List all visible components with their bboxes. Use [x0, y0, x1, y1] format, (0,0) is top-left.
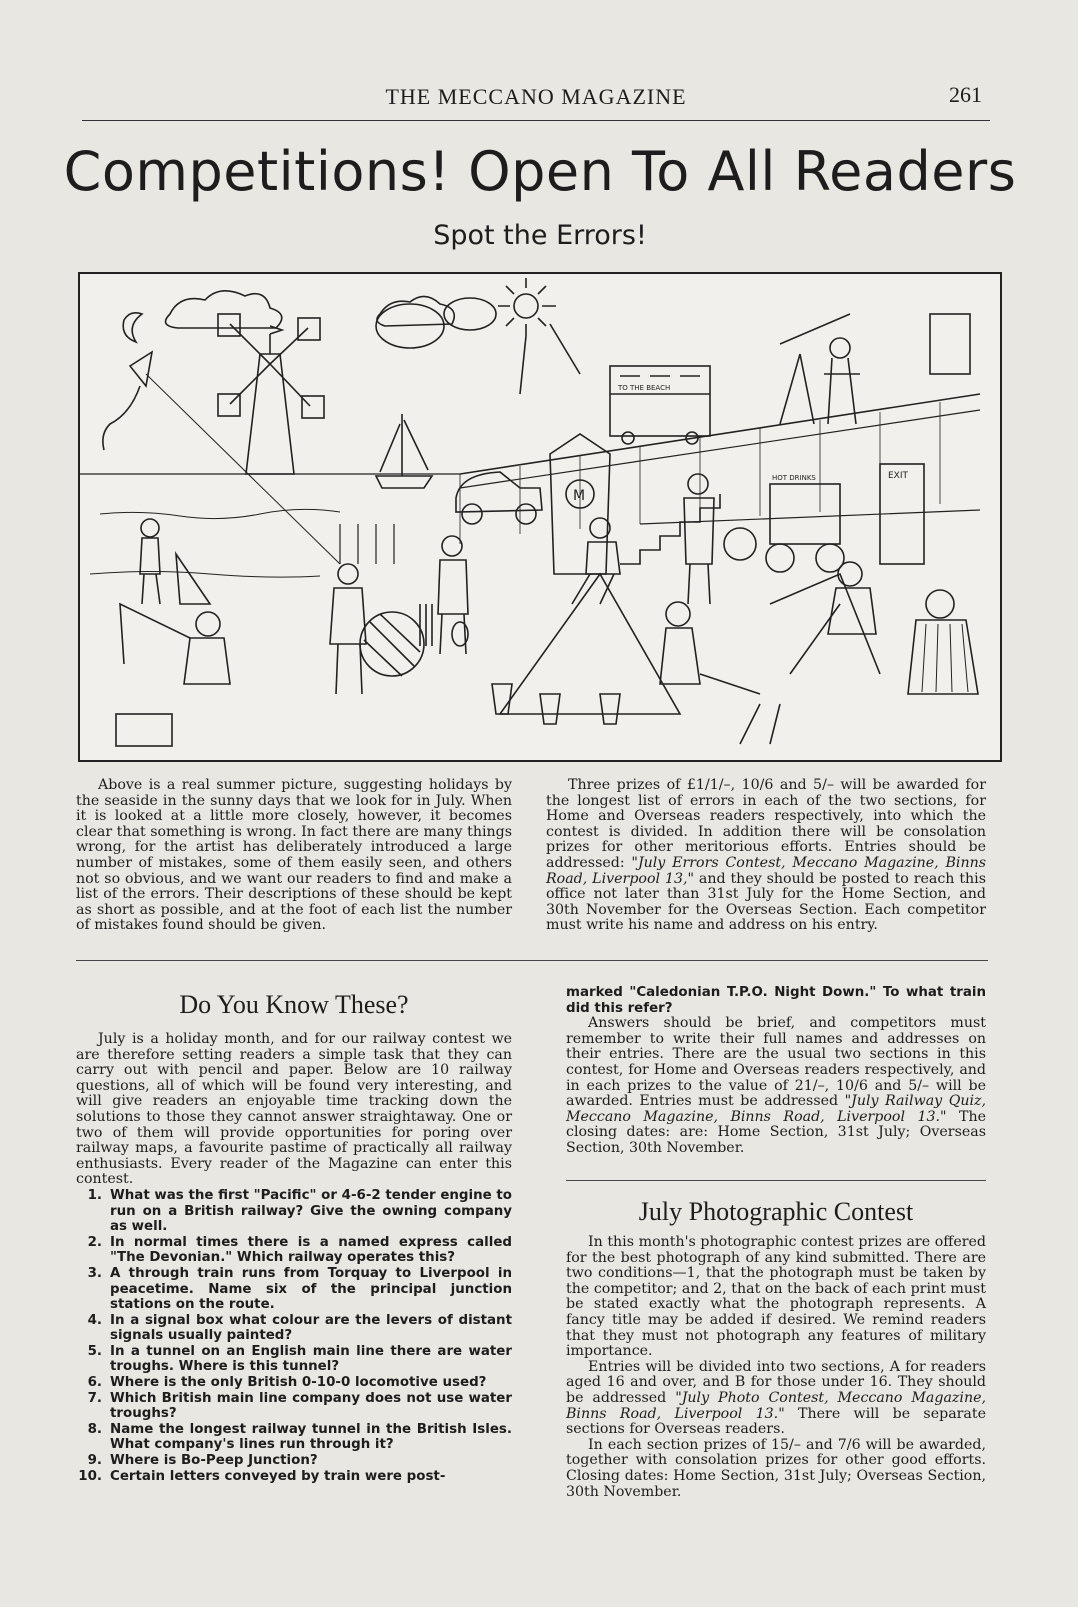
sandcastle-icon	[492, 574, 680, 724]
page-subtitle: Spot the Errors!	[433, 220, 647, 251]
beach-ball-icon	[360, 612, 424, 676]
photo-contest-column	[566, 1235, 986, 1500]
photo-contest-p2-end: There will be separate sections for Overseas readers.	[566, 1405, 986, 1438]
quiz-question: 8. Name the longest railway tunnel in the British Isles. What company's lines run through it?	[87, 1421, 512, 1453]
quiz-question: 10. Certain letters conveyed by train were post-	[78, 1468, 446, 1484]
kite-icon	[103, 352, 340, 564]
page-number: 261	[949, 82, 982, 107]
quiz-question-continuation: marked "Caledonian T.P.O. Night Down." To what train did this refer?	[566, 985, 986, 1016]
quiz-question: 1. What was the first "Pacific" or 4-6-2 tender engine to run on a British railway? Give the owning company as well.	[87, 1187, 512, 1235]
section-divider	[566, 1180, 986, 1181]
wader-icon	[140, 519, 210, 604]
tower-icon	[930, 314, 970, 374]
photo-contest-p2-text: Entries will be divided into two sections, A for readers aged 16 and over, and B for those under 16. They should be addressed	[566, 1358, 986, 1406]
photo-contest-p2	[566, 1360, 986, 1438]
quiz-question: 3. A through train runs from Torquay to Liverpool in peacetime. Name six of the principal junction stations on the route.	[87, 1265, 512, 1313]
running-title: THE MECCANO MAGAZINE	[385, 84, 687, 109]
photo-contest-title: July Photographic Contest	[638, 1197, 914, 1226]
spot-errors-right-column	[546, 778, 986, 934]
seaside-drawing	[80, 274, 1000, 760]
sailboat-icon	[376, 414, 432, 488]
quiz-closing: The closing dates: are: Home Section, 31st July; Overseas Section, 30th November.	[566, 1108, 986, 1156]
quiz-address: "July Railway Quiz, Meccano Magazine, Binns Road, Liverpool 13."	[566, 1093, 987, 1125]
exit-sign-text: EXIT	[888, 471, 909, 481]
quiz-question-list	[76, 1188, 512, 1484]
spot-errors-left-column	[76, 778, 512, 934]
fisherman-icon	[120, 604, 230, 684]
quiz-continuation-column	[566, 985, 986, 1157]
quiz-answers	[566, 1016, 986, 1156]
cloud-icon	[166, 291, 282, 328]
photo-contest-address: "July Photo Contest, Meccano Magazine, Binns Road, Liverpool 13."	[566, 1389, 986, 1422]
quiz-question: 6. Where is the only British 0-10-0 locomotive used?	[87, 1375, 487, 1391]
quiz-question: 2. In normal times there is a named express called "The Devonian." Which railway operates this?	[87, 1234, 512, 1266]
quiz-question: 5. In a tunnel on an English main line there are water troughs. Where is this tunnel?	[87, 1343, 512, 1375]
spot-errors-intro: Above is a real summer picture, suggesting holidays by the seaside in the sunny days that we look for in July. When it is looked at a little more closely, however, it becomes clear that something is wrong. In fact there are many things wrong, for the artist has deliberately introduced a large number of mistakes, some of them easily seen, and others not so obvious, and we want our readers to find and make a list of the errors. Their descriptions of these should be kept as short as possible, and at the foot of each list the number of mistakes found should be given.	[76, 777, 512, 934]
car-icon	[456, 472, 542, 524]
section-divider	[76, 960, 988, 961]
errors-contest-address: "July Errors Contest, Meccano Magazine, Binns Road, Liverpool 13,"	[546, 854, 986, 887]
running-header	[82, 80, 990, 121]
quiz-question: 4. In a signal box what colour are the levers of distant signals usually painted?	[87, 1312, 512, 1344]
quiz-column	[76, 1032, 512, 1484]
beach-sign-text: TO THE BEACH	[618, 384, 671, 392]
quiz-intro: July is a holiday month, and for our railway contest we are therefore setting readers a simple task that they can carry out with pencil and paper. Below are 10 railway questions, all of which will be found very interesting, and will give readers an enjoyable time tracking down the solutions to those they cannot answer straightaway. One or two of them will provide opportunities for poring over railway maps, a favourite pastime of practically all railway enthusiasts. Every reader of the Magazine can enter this contest.	[76, 1031, 512, 1188]
spade-icon	[740, 704, 780, 744]
radio-case-icon	[116, 714, 172, 746]
guard-figure-icon	[684, 474, 714, 604]
windmill-icon	[218, 314, 324, 474]
hot-drinks-cart-icon	[724, 484, 844, 572]
prizes-text-end: and they should be posted to reach this office not later than 31st July for the Home Section, and 30th November for the Overseas Section. Each competitor must write his name and address on his entry.	[546, 870, 986, 934]
quiz-question: 7. Which British main line company does not use water troughs?	[87, 1390, 512, 1422]
boy-with-kite-icon	[330, 564, 366, 694]
spot-errors-prizes	[546, 778, 986, 934]
quiz-title: Do You Know These?	[179, 990, 409, 1019]
prizes-text: Three prizes of £1/1/–, 10/6 and 5/– will be awarded for the longest list of errors in each of the two sections, for Home and Overseas readers respectively, into which the contest is divided. In addition there will be consolation prizes for other meritorious efforts. Entries should be addressed:	[546, 777, 986, 871]
quiz-question: 9. Where is Bo-Peep Junction?	[87, 1453, 318, 1469]
photo-contest-p3: In each section prizes of 15/– and 7/6 will be awarded, together with consolation prizes for other good efforts. Closing dates: Home Section, 31st July; Overseas Section, 30th November.	[566, 1436, 986, 1500]
deckchair-reader-icon	[770, 562, 880, 674]
tennis-player-icon	[438, 536, 468, 654]
page-title: Competitions! Open To All Readers	[63, 140, 1017, 203]
seaside-illustration	[78, 272, 1002, 762]
quiz-answers-text: Answers should be brief, and competitors must remember to write their full names and addresses on their entries. There are the usual two sections in this contest, for Home and Overseas readers respectively, and in each prizes to the value of 21/–, 10/6 and 5/– will be awarded. Entries must be addressed	[566, 1015, 986, 1110]
photo-contest-p1: In this month's photographic contest prizes are offered for the best photograph of any kind submitted. There are two conditions—1, that the photograph must be taken by the competitor; and 2, that on the back of each print must be stated exactly what the photograph represents. A fancy title may be added if desired. We remind readers that they must not photograph any features of military importance.	[566, 1234, 986, 1360]
moon-icon	[123, 313, 142, 342]
stumps-icon	[420, 604, 432, 646]
striped-blazer-man-icon	[908, 590, 978, 694]
sunbather-icon	[660, 602, 760, 694]
roller-skater-icon	[572, 518, 620, 604]
kiosk-letter: M	[573, 488, 586, 504]
telescope-man-icon	[780, 314, 860, 424]
hot-drinks-sign-text: HOT DRINKS	[772, 474, 816, 482]
sun-icon	[498, 278, 580, 394]
